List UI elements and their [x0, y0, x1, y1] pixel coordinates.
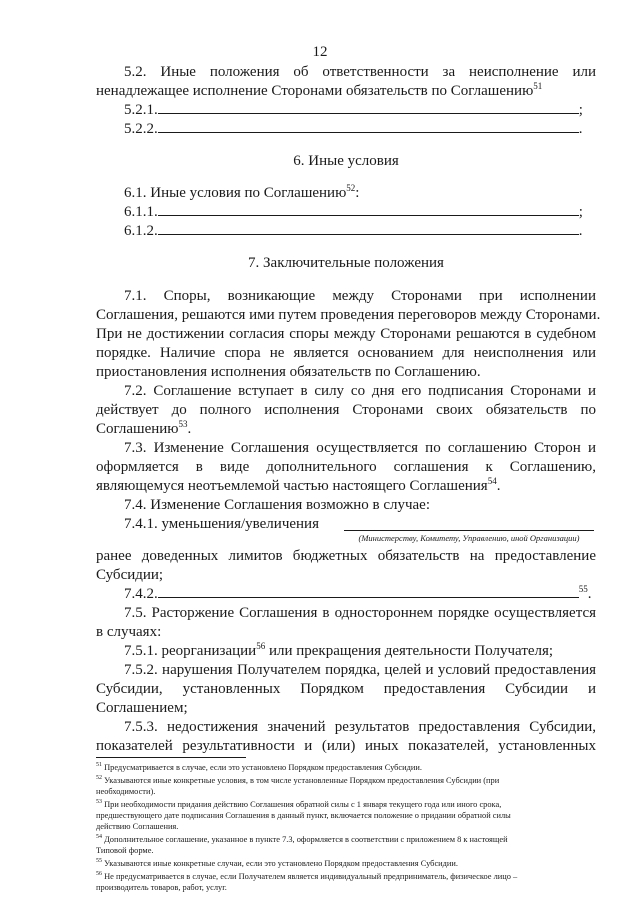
footnote-52-cont: необходимости).	[96, 787, 156, 796]
footnote-ref-56: 56	[256, 641, 266, 651]
clause-6-1-2: 6.1.2. .	[124, 223, 583, 239]
clause-7-4: 7.4. Изменение Соглашения возможно в случае:	[124, 497, 430, 513]
clause-7-1-line-5: приостановления исполнения обязательств по Соглашению.	[96, 364, 481, 380]
fill-in-line[interactable]	[158, 222, 579, 235]
clause-7-5-1: 7.5.1. реорганизации$^{56}$ или прекращения деятельности Получателя;	[124, 641, 554, 659]
fill-in-line[interactable]	[158, 203, 579, 216]
clause-5-2-line-1: 5.2. Иные положения об ответственности за неисполнение или	[124, 64, 596, 80]
footnote-ref-52: 52	[346, 183, 356, 193]
footnote-56: $^{56}$ Не предусматривается в случае, если Получателем является индивидуальный предприниматель, физическое лицо –	[96, 871, 518, 881]
clause-7-2-line-2: действует до полного исполнения Сторонами своих обязательств по	[96, 402, 596, 418]
clause-7-1-line-2: Соглашения, решаются ими путем проведения переговоров между Сторонами.	[96, 307, 601, 323]
clause-7-3-line-3: являющемуся неотъемлемой частью настоящего Соглашения$^{54}$.	[96, 476, 501, 494]
clause-7-3-line-2: оформляется в виде дополнительного соглашения к Соглашению,	[96, 459, 596, 475]
clause-7-5-2-line-1: 7.5.2. нарушения Получателем порядка, целей и условий предоставления	[124, 662, 596, 678]
fill-in-line[interactable]	[158, 585, 579, 598]
footnote-separator	[96, 757, 246, 758]
clause-7-5-line-1: 7.5. Расторжение Соглашения в одностороннем порядке осуществляется	[124, 605, 596, 621]
footnote-ref-55: 55	[578, 584, 588, 594]
clause-5-2-1: 5.2.1. ;	[124, 102, 583, 118]
clause-7-1-line-1: 7.1. Споры, возникающие между Сторонами при исполнении	[124, 288, 596, 304]
footnote-ref-53: 53	[178, 419, 188, 429]
footnote-55: $^{55}$ Указываются иные конкретные случаи, если это установлено Порядком предоставления Субсидии.	[96, 858, 458, 868]
clause-7-1-line-4: порядке. Наличие спора не является основанием для неисполнения или	[96, 345, 596, 361]
fill-in-line[interactable]	[158, 101, 579, 114]
clause-7-4-1-cont-2: Субсидии;	[96, 567, 164, 583]
clause-5-2-line-2: ненадлежащее исполнение Сторонами обязательств по Соглашению$^{51}$	[96, 81, 543, 99]
clause-7-5-line-2: в случаях:	[96, 624, 162, 640]
clause-7-4-1: 7.4.1. уменьшения/увеличения	[124, 516, 319, 532]
footnote-ref-51: 51	[533, 81, 543, 91]
page-number: 12	[312, 44, 328, 60]
clause-5-2-2: 5.2.2. .	[124, 121, 583, 137]
footnote-54: $^{54}$ Дополнительное соглашение, указанное в пункте 7.3, оформляется в соответствии с приложением 8 к настоящей	[96, 834, 508, 844]
clause-7-5-3-line-1: 7.5.3. недостижения значений результатов предоставления Субсидии,	[124, 719, 596, 735]
footnote-54-cont: Типовой форме.	[96, 846, 154, 855]
footnote-52: $^{52}$ Указываются иные конкретные условия, в том числе установленные Порядком предоставления Субсидии (при	[96, 775, 500, 785]
footnote-51: $^{51}$ Предусматривается в случае, если это установлено Порядком предоставления Субсидии.	[96, 762, 422, 772]
clause-7-5-2-line-2: Субсидии, установленных Порядком предоставления Субсидии и	[96, 681, 596, 697]
footnote-56-cont: производитель товаров, работ, услуг.	[96, 883, 227, 892]
footnote-53-cont-2: действию Соглашения.	[96, 822, 179, 831]
fill-in-line[interactable]	[344, 530, 594, 531]
clause-7-5-2-line-3: Соглашением;	[96, 700, 188, 716]
clause-7-1-line-3: При не достижении согласия споры между Сторонами решаются в судебном	[96, 326, 596, 342]
footnote-53-cont-1: предшествующего дате подписания Соглашения в данный пункт, включается положение о придании обратной силы	[96, 811, 511, 820]
clause-7-2-line-3: Соглашению$^{53}$.	[96, 419, 192, 437]
clause-7-4-2: 7.4.2. $^{55}$.	[124, 584, 592, 602]
clause-7-5-3-line-2: показателей результативности и (или) иных показателей, установленных	[96, 738, 596, 754]
clause-7-2-line-1: 7.2. Соглашение вступает в силу со дня его подписания Сторонами и	[124, 383, 596, 399]
fill-in-line[interactable]	[158, 120, 579, 133]
clause-7-4-1-cont-1: ранее доведенных лимитов бюджетных обязательств на предоставление	[96, 548, 596, 564]
section-7-heading: 7. Заключительные положения	[248, 255, 444, 271]
footnote-ref-54: 54	[487, 476, 497, 486]
clause-6-1: 6.1. Иные условия по Соглашению$^{52}$:	[124, 183, 360, 201]
footnote-53: $^{53}$ При необходимости придания действию Соглашения обратной силы с 1 января текущего года или иного срока,	[96, 799, 502, 809]
clause-6-1-1: 6.1.1. ;	[124, 204, 583, 220]
fill-in-caption: (Министерству, Комитету, Управлению, иной Организации)	[358, 533, 580, 543]
clause-7-3-line-1: 7.3. Изменение Соглашения осуществляется по соглашению Сторон и	[124, 440, 596, 456]
section-6-heading: 6. Иные условия	[293, 153, 399, 169]
